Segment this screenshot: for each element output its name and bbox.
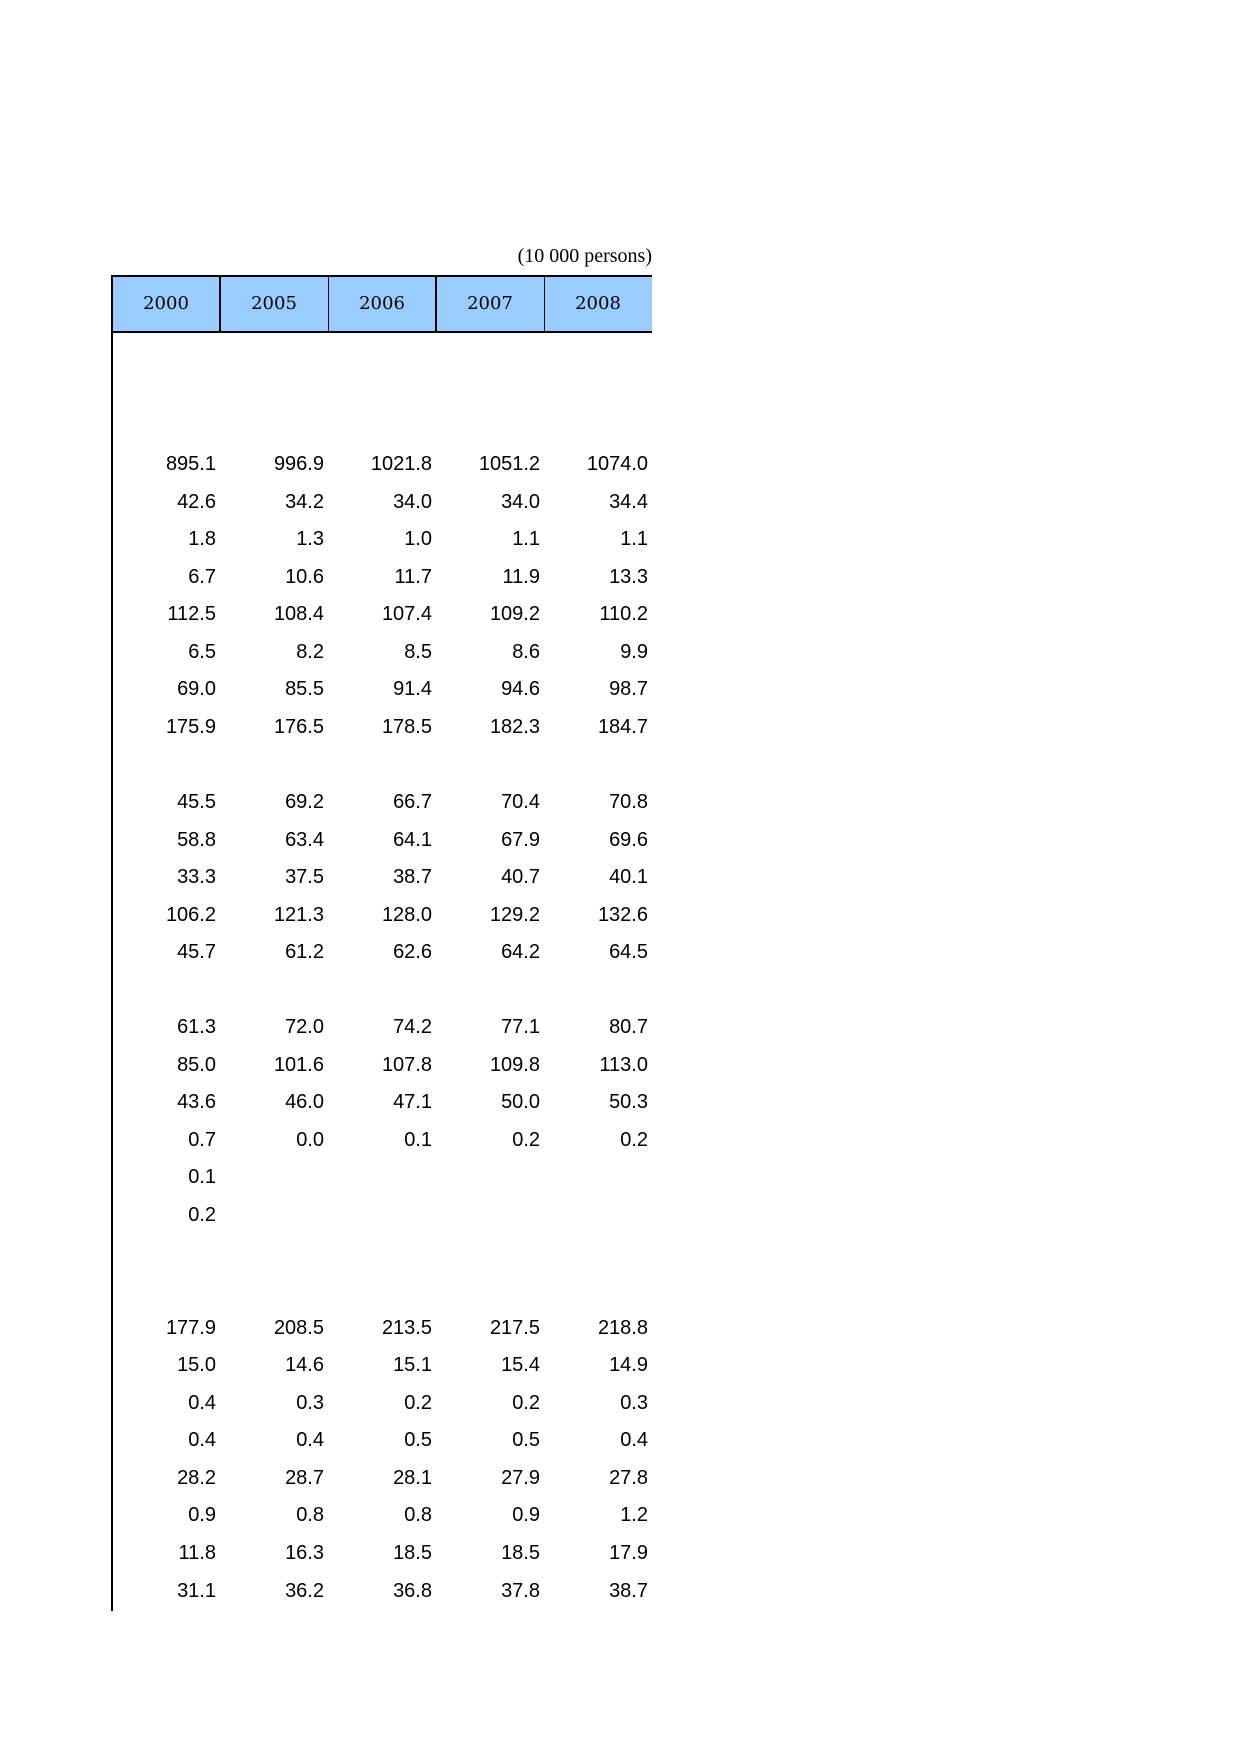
table-cell-2006: 28.1 bbox=[393, 1466, 432, 1489]
table-cell-2005 bbox=[220, 1197, 328, 1234]
table-cell-2007: 11.9 bbox=[502, 565, 540, 588]
column-divider bbox=[219, 277, 221, 331]
table-cell-2008: 50.3 bbox=[609, 1091, 648, 1114]
table-cell-2000: 42.6 bbox=[177, 490, 216, 513]
table-row bbox=[112, 1197, 652, 1234]
table-cell-2005: 101.6 bbox=[273, 1053, 324, 1076]
table-row bbox=[112, 559, 652, 596]
table-row bbox=[112, 1122, 652, 1159]
table-cell-2008: 80.7 bbox=[609, 1016, 648, 1039]
table-cell-2008 bbox=[544, 1159, 652, 1196]
table-cell-2005: 34.2 bbox=[285, 490, 324, 513]
table-cell-2005: 108.4 bbox=[273, 603, 324, 626]
table-cell-2007: 0.9 bbox=[512, 1504, 540, 1527]
table-cell-2000: 175.9 bbox=[165, 715, 216, 738]
table-cell-2006: 36.8 bbox=[393, 1579, 432, 1602]
table-cell-2007: 37.8 bbox=[501, 1579, 540, 1602]
table-cell-2005: 63.4 bbox=[285, 828, 324, 851]
table-cell-2008: 69.6 bbox=[609, 828, 648, 851]
table-cell-2005: 72.0 bbox=[285, 1016, 324, 1039]
table-cell-2000: 0.4 bbox=[188, 1391, 216, 1414]
table-cell-2006: 18.5 bbox=[393, 1541, 432, 1564]
table-cell-2000: 6.5 bbox=[188, 640, 216, 663]
table-cell-2005: 85.5 bbox=[285, 678, 324, 701]
table-cell-2008 bbox=[544, 746, 652, 783]
table-cell-2000: 0.2 bbox=[188, 1204, 216, 1226]
table-cell-2000: 61.3 bbox=[177, 1016, 216, 1039]
table-cell-2000: 1.8 bbox=[188, 528, 216, 551]
table-cell-2008: 184.7 bbox=[597, 715, 648, 738]
table-cell-2008 bbox=[544, 1197, 652, 1234]
table-row bbox=[112, 1573, 652, 1610]
table-cell-2000: 33.3 bbox=[177, 866, 216, 889]
table-row bbox=[112, 972, 652, 1009]
table-row bbox=[112, 1272, 652, 1309]
table-row bbox=[112, 1047, 652, 1084]
table-cell-2007: 77.1 bbox=[501, 1016, 540, 1039]
table-cell-2000: 106.2 bbox=[165, 903, 216, 926]
column-header-2000: 2000 bbox=[143, 293, 189, 314]
table-cell-2005: 0.0 bbox=[296, 1128, 324, 1151]
table-cell-2000 bbox=[112, 972, 220, 1009]
table-cell-2005: 61.2 bbox=[285, 941, 324, 964]
table-row bbox=[112, 709, 652, 746]
table-cell-2007: 182.3 bbox=[489, 715, 540, 738]
table-cell-2007: 34.0 bbox=[501, 490, 540, 513]
table-cell-2005: 37.5 bbox=[285, 866, 324, 889]
table-cell-2008: 64.5 bbox=[609, 941, 648, 964]
table-cell-2005 bbox=[220, 1272, 328, 1309]
table-cell-2000: 69.0 bbox=[177, 678, 216, 701]
table-cell-2007: 64.2 bbox=[501, 941, 540, 964]
table-cell-2008: 14.9 bbox=[609, 1354, 648, 1377]
table-cell-2007: 27.9 bbox=[501, 1466, 540, 1489]
column-header-2006: 2006 bbox=[359, 293, 405, 314]
table-cell-2006: 38.7 bbox=[393, 866, 432, 889]
table-cell-2006: 15.1 bbox=[393, 1354, 432, 1377]
table-row bbox=[112, 634, 652, 671]
table-cell-2008: 0.3 bbox=[620, 1391, 648, 1414]
table-cell-2008 bbox=[544, 1272, 652, 1309]
table-cell-2007: 0.5 bbox=[512, 1429, 540, 1452]
table-cell-2007: 8.6 bbox=[512, 640, 540, 663]
table-cell-2005: 208.5 bbox=[273, 1316, 324, 1339]
table-cell-2005: 0.3 bbox=[296, 1391, 324, 1414]
table-cell-2006: 47.1 bbox=[393, 1091, 432, 1114]
table-row bbox=[112, 1347, 652, 1384]
table-cell-2006: 8.5 bbox=[404, 640, 432, 663]
table-cell-2000 bbox=[112, 746, 220, 783]
table-cell-2000: 58.8 bbox=[177, 828, 216, 851]
table-cell-2007 bbox=[436, 1197, 544, 1234]
table-cell-2007: 50.0 bbox=[501, 1091, 540, 1114]
table-row bbox=[112, 1009, 652, 1046]
table-cell-2005: 16.3 bbox=[285, 1541, 324, 1564]
table-row bbox=[112, 1159, 652, 1196]
table-cell-2007 bbox=[436, 746, 544, 783]
column-header-2007: 2007 bbox=[467, 293, 513, 314]
table-row bbox=[112, 822, 652, 859]
table-cell-2007: 1051.2 bbox=[478, 453, 540, 475]
table-row bbox=[112, 1385, 652, 1422]
table-cell-2006 bbox=[328, 1159, 436, 1196]
table-cell-2006: 91.4 bbox=[393, 678, 432, 701]
table-cell-2008: 9.9 bbox=[620, 640, 648, 663]
table-row bbox=[112, 859, 652, 896]
table-cell-2000: 43.6 bbox=[177, 1091, 216, 1114]
table-cell-2005 bbox=[220, 972, 328, 1009]
table-cell-2006: 62.6 bbox=[393, 941, 432, 964]
table-cell-2000: 85.0 bbox=[177, 1053, 216, 1076]
table-row bbox=[112, 897, 652, 934]
table-cell-2008: 0.2 bbox=[620, 1128, 648, 1151]
table-cell-2006: 34.0 bbox=[393, 490, 432, 513]
table-cell-2007: 15.4 bbox=[501, 1354, 540, 1377]
table-row bbox=[112, 934, 652, 971]
table-cell-2005: 10.6 bbox=[285, 565, 324, 588]
table-cell-2000: 15.0 bbox=[177, 1354, 216, 1377]
table-cell-2007: 94.6 bbox=[501, 678, 540, 701]
table-cell-2008 bbox=[544, 972, 652, 1009]
table-cell-2005: 0.4 bbox=[296, 1429, 324, 1452]
column-header-2005: 2005 bbox=[251, 293, 297, 314]
table-cell-2008: 110.2 bbox=[599, 603, 648, 626]
table-cell-2005 bbox=[220, 1159, 328, 1196]
table-cell-2008: 17.9 bbox=[609, 1541, 648, 1564]
table-cell-2005: 8.2 bbox=[296, 640, 324, 663]
table-cell-2000: 0.1 bbox=[188, 1166, 216, 1189]
table-cell-2005: 14.6 bbox=[285, 1354, 324, 1377]
table-row bbox=[112, 671, 652, 708]
table-cell-2005: 996.9 bbox=[273, 453, 324, 475]
table-cell-2007 bbox=[436, 972, 544, 1009]
table-cell-2000: 177.9 bbox=[165, 1316, 216, 1339]
table-cell-2007: 67.9 bbox=[501, 828, 540, 851]
table-cell-2008: 70.8 bbox=[609, 790, 648, 813]
table-cell-2008: 113.0 bbox=[599, 1053, 648, 1076]
table-cell-2000: 6.7 bbox=[188, 565, 216, 588]
table-cell-2000: 0.4 bbox=[188, 1429, 216, 1452]
table-row bbox=[112, 1422, 652, 1459]
table-cell-2005: 28.7 bbox=[285, 1466, 324, 1489]
table-row bbox=[112, 1497, 652, 1534]
table-cell-2006: 178.5 bbox=[381, 715, 432, 738]
table-cell-2006: 0.1 bbox=[404, 1128, 432, 1151]
table-cell-2008: 13.3 bbox=[609, 565, 648, 588]
table-row bbox=[112, 746, 652, 783]
table-row bbox=[112, 1084, 652, 1121]
table-cell-2008: 98.7 bbox=[609, 678, 648, 701]
table-cell-2006 bbox=[328, 1235, 436, 1272]
table-cell-2008: 40.1 bbox=[609, 866, 648, 889]
table-row bbox=[112, 596, 652, 633]
table-cell-2005: 36.2 bbox=[285, 1579, 324, 1602]
table-cell-2005: 1.3 bbox=[296, 528, 324, 551]
table-cell-2000 bbox=[112, 1272, 220, 1309]
table-cell-2006: 0.2 bbox=[404, 1391, 432, 1414]
table-cell-2006: 1021.8 bbox=[370, 453, 432, 475]
table-cell-2008: 38.7 bbox=[609, 1579, 648, 1602]
table-cell-2006: 64.1 bbox=[393, 828, 432, 851]
table-cell-2006: 0.8 bbox=[404, 1504, 432, 1527]
table-cell-2008: 27.8 bbox=[609, 1466, 648, 1489]
table-cell-2006 bbox=[328, 1272, 436, 1309]
column-header-2008: 2008 bbox=[575, 293, 621, 314]
table-cell-2006 bbox=[328, 746, 436, 783]
table-cell-2006 bbox=[328, 1197, 436, 1234]
table-cell-2006: 0.5 bbox=[404, 1429, 432, 1452]
table-cell-2000: 11.8 bbox=[178, 1541, 216, 1564]
table-cell-2000: 0.9 bbox=[188, 1504, 216, 1527]
table-row bbox=[112, 784, 652, 821]
table-cell-2007: 109.8 bbox=[489, 1053, 540, 1076]
table-cell-2007: 70.4 bbox=[501, 790, 540, 813]
table-row bbox=[112, 484, 652, 521]
table-cell-2006: 74.2 bbox=[393, 1016, 432, 1039]
table-cell-2007: 129.2 bbox=[489, 903, 540, 926]
table-row bbox=[112, 446, 652, 483]
table-cell-2008: 34.4 bbox=[609, 490, 648, 513]
unit-label: (10 000 persons) bbox=[517, 245, 652, 267]
table-cell-2006: 128.0 bbox=[381, 903, 432, 926]
table-cell-2007: 40.7 bbox=[501, 866, 540, 889]
table-cell-2008: 1.1 bbox=[620, 528, 648, 551]
table-cell-2007 bbox=[436, 1272, 544, 1309]
table-cell-2008: 1.2 bbox=[620, 1504, 648, 1527]
table-cell-2005: 69.2 bbox=[285, 790, 324, 813]
table-cell-2006: 107.4 bbox=[381, 603, 432, 626]
table-cell-2008: 1074.0 bbox=[586, 453, 648, 475]
table-cell-2005: 121.3 bbox=[273, 903, 324, 926]
table-cell-2008: 0.4 bbox=[620, 1429, 648, 1452]
table-cell-2000: 0.7 bbox=[188, 1128, 216, 1151]
table-cell-2006: 66.7 bbox=[393, 790, 432, 813]
table-row bbox=[112, 1235, 652, 1272]
table-cell-2000 bbox=[112, 1235, 220, 1272]
table-cell-2005: 176.5 bbox=[273, 715, 324, 738]
table-cell-2007: 0.2 bbox=[512, 1391, 540, 1414]
table-row bbox=[112, 521, 652, 558]
table-cell-2006: 107.8 bbox=[381, 1053, 432, 1076]
table-cell-2000: 112.5 bbox=[167, 603, 216, 626]
table-cell-2007: 1.1 bbox=[512, 528, 540, 551]
table-cell-2000: 45.5 bbox=[177, 790, 216, 813]
table-cell-2005 bbox=[220, 746, 328, 783]
table-cell-2008 bbox=[544, 1235, 652, 1272]
table-row bbox=[112, 1460, 652, 1497]
column-divider bbox=[544, 277, 545, 331]
table-cell-2006: 11.7 bbox=[394, 565, 432, 588]
table-cell-2007 bbox=[436, 1235, 544, 1272]
table-cell-2005: 0.8 bbox=[296, 1504, 324, 1527]
column-divider bbox=[435, 277, 437, 331]
table-cell-2000: 31.1 bbox=[177, 1579, 216, 1602]
table-row bbox=[112, 1535, 652, 1572]
table-cell-2008: 132.6 bbox=[597, 903, 648, 926]
table-cell-2007: 0.2 bbox=[512, 1128, 540, 1151]
table-cell-2008: 218.8 bbox=[597, 1316, 648, 1339]
table-cell-2006: 213.5 bbox=[381, 1316, 432, 1339]
table-cell-2000: 45.7 bbox=[177, 941, 216, 964]
table-cell-2000: 895.1 bbox=[165, 453, 216, 475]
table-cell-2005: 46.0 bbox=[285, 1091, 324, 1114]
table-cell-2007 bbox=[436, 1159, 544, 1196]
table-cell-2000: 28.2 bbox=[177, 1466, 216, 1489]
table-cell-2006 bbox=[328, 972, 436, 1009]
table-cell-2005 bbox=[220, 1235, 328, 1272]
table-cell-2007: 217.5 bbox=[489, 1316, 540, 1339]
table-cell-2007: 109.2 bbox=[489, 603, 540, 626]
table-row bbox=[112, 1310, 652, 1347]
table-header bbox=[112, 275, 652, 333]
table-cell-2006: 1.0 bbox=[404, 528, 432, 551]
table-cell-2007: 18.5 bbox=[501, 1541, 540, 1564]
column-divider bbox=[328, 277, 329, 331]
